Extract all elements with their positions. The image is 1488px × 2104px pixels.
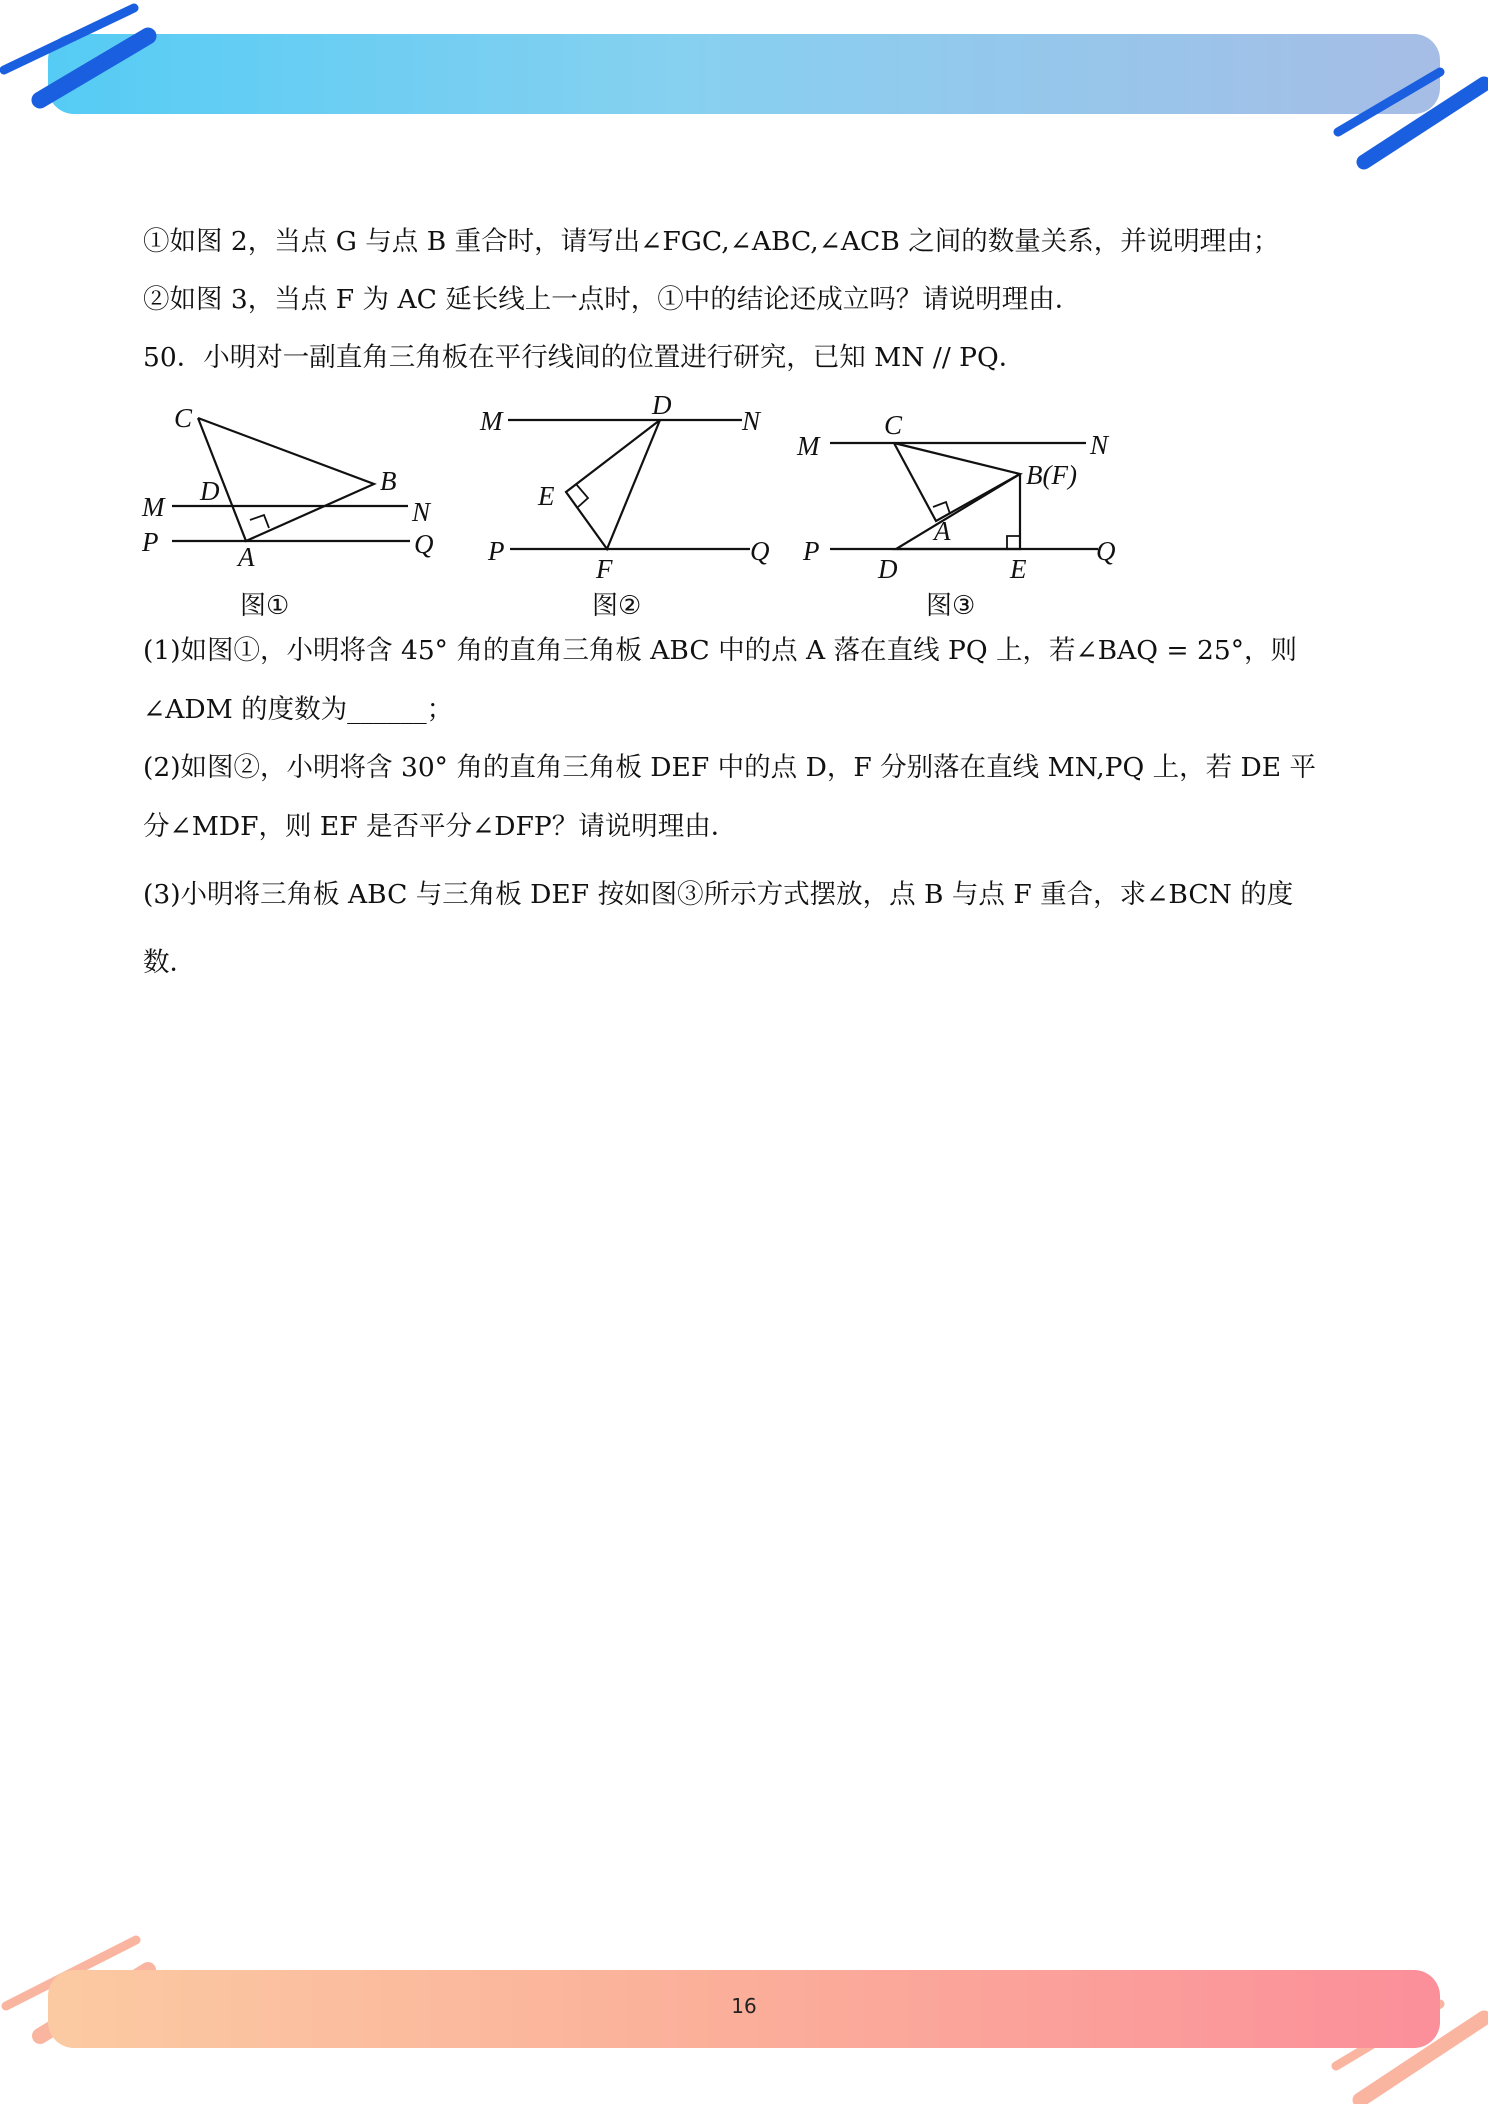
fig3-triangle-def [896, 474, 1020, 549]
fig2-right-angle-mark [576, 484, 588, 507]
fig2-label-e: E [538, 481, 555, 511]
fig2-label-d: D [652, 390, 672, 420]
fig3-label-bf: B(F) [1026, 460, 1077, 490]
fig2-label-n: N [742, 406, 761, 436]
fig1-label-b: B [380, 466, 397, 496]
page-number: 16 [731, 1994, 757, 2018]
fig3-caption: 图③ [926, 591, 976, 621]
part1-line-1: (1)如图①，小明将含 45° 角的直角三角板 ABC 中的点 A 落在直线 PQ 上，若∠BAQ = 25°，则 [143, 635, 1298, 666]
fig2-caption: 图② [592, 591, 642, 621]
fig3-label-p: P [803, 536, 820, 566]
fig3-label-a: A [934, 516, 951, 546]
part1-line-2: ∠ADM 的度数为______； [143, 694, 454, 725]
fig1-label-n: N [412, 497, 431, 527]
fig1-label-p: P [142, 527, 159, 557]
problem-50-intro: 50．小明对一副直角三角板在平行线间的位置进行研究，已知 MN // PQ． [143, 342, 1026, 373]
fig2-label-m: M [480, 406, 503, 436]
fig3-label-q: Q [1096, 536, 1116, 566]
fig2-label-q: Q [750, 536, 770, 566]
fig1-label-c: C [174, 403, 193, 433]
figure-3 [830, 443, 1098, 549]
fig2-label-f: F [596, 554, 613, 584]
part3-line-1: (3)小明将三角板 ABC 与三角板 DEF 按如图③所示方式摆放，点 B 与点 F 重合，求∠BCN 的度 [143, 879, 1294, 910]
fig3-label-e: E [1010, 554, 1027, 584]
fig1-right-angle-mark [250, 515, 269, 528]
fig3-right-angle-mark-a [933, 502, 950, 514]
question-line-1: ①如图 2，当点 G 与点 B 重合时，请写出∠FGC,∠ABC,∠ACB 之间的数量关系，并说明理由； [143, 226, 1280, 257]
fig1-label-m: M [142, 492, 165, 522]
fig2-triangle [566, 420, 660, 549]
fig3-triangle-abc [894, 443, 1020, 521]
part3-line-2: 数． [143, 947, 196, 978]
fig3-label-n: N [1090, 430, 1109, 460]
part2-line-2: 分∠MDF，则 EF 是否平分∠DFP？请说明理由． [143, 811, 738, 842]
fig3-label-c: C [884, 410, 903, 440]
fig3-right-angle-mark-e [1007, 536, 1020, 549]
fig2-label-p: P [488, 536, 505, 566]
geometry-figures [0, 0, 1488, 640]
part2-line-1: (2)如图②，小明将含 30° 角的直角三角板 DEF 中的点 D，F 分别落在直线 MN,PQ 上，若 DE 平 [143, 752, 1317, 783]
question-line-2: ②如图 3，当点 F 为 AC 延长线上一点时，①中的结论还成立吗？请说明理由． [143, 284, 1082, 315]
fig1-label-d: D [200, 476, 220, 506]
fig1-caption: 图① [240, 591, 290, 621]
fig1-label-q: Q [414, 529, 434, 559]
fig1-label-a: A [238, 542, 255, 572]
fig1-triangle [198, 418, 374, 541]
fig3-label-d: D [878, 554, 898, 584]
fig3-label-m: M [797, 431, 820, 461]
